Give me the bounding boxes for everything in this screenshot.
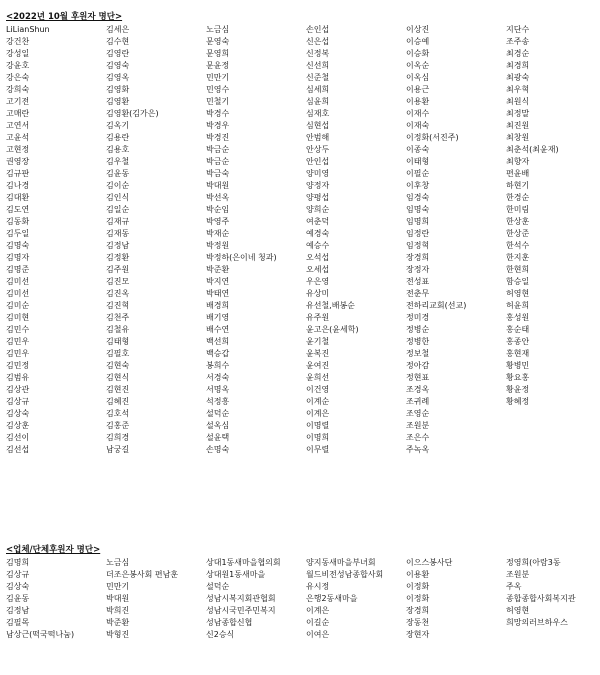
- donor-name-cell: 이계은: [306, 606, 330, 615]
- donor-name-cell: 김우철: [106, 157, 130, 166]
- donor-name-cell: 이용환: [406, 570, 430, 579]
- donor-name-cell: 김상규: [6, 397, 30, 406]
- donor-name-cell: 윤기철: [306, 337, 330, 346]
- donor-name-cell: 강건찬: [6, 37, 30, 46]
- donor-name-cell: 황요홍: [506, 373, 530, 382]
- donor-name-cell: 정아감: [406, 361, 430, 370]
- donor-name-cell: 주녹옥: [406, 445, 430, 454]
- donor-name-cell: 박경수: [206, 109, 230, 118]
- donor-name-cell: 최정말: [506, 109, 530, 118]
- donor-name-cell: 손인섭: [306, 25, 330, 34]
- donor-name-cell: 허영현: [506, 606, 530, 615]
- donor-name-cell: 종합종합사회복지관: [506, 594, 576, 603]
- donor-name-cell: 김상훈: [6, 421, 30, 430]
- donor-name-cell: 김미현: [6, 313, 30, 322]
- donor-name-cell: 조은수: [406, 433, 430, 442]
- donor-name-cell: 황혜정: [506, 397, 530, 406]
- donor-name-cell: 강희숙: [6, 85, 30, 94]
- donor-name-cell: 심재호: [306, 109, 330, 118]
- donor-name-cell: 심현섭: [306, 121, 330, 130]
- donor-name-cell: 문윤정: [206, 61, 230, 70]
- donor-name-cell: 김재동: [106, 229, 130, 238]
- donor-name-cell: 한지훈: [506, 253, 530, 262]
- donor-name-cell: 신준철: [306, 73, 330, 82]
- donor-name-cell: 이상진: [406, 25, 430, 34]
- donor-name-cell: 홍종안: [506, 337, 530, 346]
- donor-name-cell: 이태형: [406, 157, 430, 166]
- donor-name-cell: 김민정: [6, 361, 30, 370]
- donor-name-cell: 이여은: [306, 630, 330, 639]
- donor-name-cell: 박준환: [206, 265, 230, 274]
- donor-name-cell: 윤고은(윤세학): [306, 325, 359, 334]
- donor-name-cell: 조주송: [506, 37, 530, 46]
- donor-name-cell: 김용란: [106, 133, 130, 142]
- donor-name-cell: 박재순: [206, 229, 230, 238]
- donor-name-cell: 김선섭: [6, 445, 30, 454]
- donor-name-cell: 박금순: [206, 145, 230, 154]
- donor-name-cell: [506, 629, 600, 641]
- donor-name-cell: 예승수: [306, 241, 330, 250]
- donor-name-cell: 김동화: [6, 217, 30, 226]
- donor-name-cell: 김재규: [106, 217, 130, 226]
- donor-name-cell: 이용환: [406, 97, 430, 106]
- donor-name-cell: [506, 408, 600, 420]
- donor-name-cell: 김범유: [6, 373, 30, 382]
- donor-name-cell: 김희경: [106, 433, 130, 442]
- donor-name-cell: 최진원: [506, 121, 530, 130]
- donor-name-cell: 유주원: [306, 313, 330, 322]
- donor-name-cell: 이옥심: [406, 73, 430, 82]
- donor-name-cell: 강성일: [6, 49, 30, 58]
- donor-name-cell: 박형진: [106, 630, 130, 639]
- donor-name-cell: 김명자: [6, 253, 30, 262]
- donor-name-cell: 임명숙: [406, 205, 430, 214]
- donor-name-cell: 양희순: [306, 205, 330, 214]
- donor-name-cell: 윤여진: [306, 361, 330, 370]
- donor-name-cell: 박정원: [206, 241, 230, 250]
- donor-name-cell: 신은섭: [306, 37, 330, 46]
- donor-name-cell: 최춘석(최윤재): [506, 145, 559, 154]
- donor-name-cell: 허윤희: [506, 301, 530, 310]
- donor-name-cell: 한현희: [506, 265, 530, 274]
- donor-name-cell: 박경진: [206, 133, 230, 142]
- donor-name-cell: 더조은봉사회 편남훈: [106, 570, 179, 579]
- donor-name-cell: 조귀례: [406, 397, 430, 406]
- donor-name-cell: 봉희수: [206, 361, 230, 370]
- donor-name-cell: 백승갑: [206, 349, 230, 358]
- donor-name-cell: 김미선: [6, 289, 30, 298]
- donor-name-cell: 김영화: [106, 85, 130, 94]
- donor-name-cell: 윤희선: [306, 373, 330, 382]
- donor-name-cell: 이후창: [406, 181, 430, 190]
- donor-name-cell: 김민우: [6, 337, 30, 346]
- donor-name-cell: 이으스봉사단: [406, 558, 453, 567]
- donor-name-cell: 김미순: [6, 301, 30, 310]
- donor-name-cell: 강은숙: [6, 73, 30, 82]
- donor-name-cell: 김도연: [6, 205, 30, 214]
- donor-name-cell: 김명준: [6, 265, 30, 274]
- donor-name-cell: 김영숙: [106, 61, 130, 70]
- donor-name-cell: LiLianShun: [6, 25, 50, 34]
- donor-name-cell: 이재수: [406, 109, 430, 118]
- donor-name-cell: 이승화: [406, 49, 430, 58]
- donor-name-cell: 고현정: [6, 145, 30, 154]
- donor-name-cell: 양미영: [306, 169, 330, 178]
- donor-name-cell: 김태형: [106, 337, 130, 346]
- donor-name-cell: 박선옥: [206, 193, 230, 202]
- donor-name-cell: 김영환: [106, 97, 130, 106]
- donor-name-cell: 김영란: [106, 49, 130, 58]
- donor-name-cell: 석정흥: [206, 397, 230, 406]
- donor-name-cell: 전춘무: [406, 289, 430, 298]
- donor-name-cell: 박금순: [206, 157, 230, 166]
- donor-name-cell: 김호석: [106, 409, 130, 418]
- donor-name-cell: 김규판: [6, 169, 30, 178]
- donor-name-cell: 고윤석: [6, 133, 30, 142]
- donor-name-cell: 김혜진: [106, 397, 130, 406]
- organization-donor-list-title: <업체/단체후원자 명단>: [6, 545, 101, 555]
- donor-name-cell: 이길순: [306, 618, 330, 627]
- donor-name-cell: 허영현: [506, 289, 530, 298]
- donor-name-cell: 김상관: [6, 385, 30, 394]
- donor-name-cell: 김대환: [6, 193, 30, 202]
- donor-name-cell: 김정남: [106, 241, 130, 250]
- donor-name-cell: 유선철,배봉순: [306, 301, 355, 310]
- donor-name-cell: 조영순: [406, 409, 430, 418]
- donor-name-cell: 홍순태: [506, 325, 530, 334]
- donor-name-cell: 최경희: [506, 61, 530, 70]
- donor-name-cell: 김주원: [106, 265, 130, 274]
- donor-name-cell: 하현기: [506, 181, 530, 190]
- donor-name-cell: 김영옥: [106, 73, 130, 82]
- donor-name-cell: 배경희: [206, 301, 230, 310]
- donor-name-cell: 신2승식: [206, 630, 235, 639]
- donor-name-cell: 월드비전성남종합사회: [306, 570, 384, 579]
- donor-name-cell: 한경순: [506, 193, 530, 202]
- donor-name-cell: 신선희: [306, 61, 330, 70]
- donor-name-cell: 김필호: [106, 349, 130, 358]
- donor-name-cell: 희망의러브하우스: [506, 618, 568, 627]
- donor-name-cell: 이정화(서진주): [406, 133, 459, 142]
- donor-name-cell: 박영주: [206, 217, 230, 226]
- donor-name-cell: 김용호: [106, 145, 130, 154]
- donor-name-cell: 손명숙: [206, 445, 230, 454]
- donor-name-cell: 황윤정: [506, 385, 530, 394]
- donor-name-cell: 안상두: [306, 145, 330, 154]
- donor-name-cell: 한상준: [506, 229, 530, 238]
- donor-name-cell: 고연서: [6, 121, 30, 130]
- donor-name-cell: 최향자: [506, 157, 530, 166]
- donor-name-cell: 유상미: [306, 289, 330, 298]
- donor-name-cell: 황병민: [506, 361, 530, 370]
- donor-name-cell: 김영환(김가은): [106, 109, 159, 118]
- donor-name-cell: 설옥심: [206, 421, 230, 430]
- donor-name-cell: 김인식: [106, 193, 130, 202]
- donor-name-cell: 전성표: [406, 277, 430, 286]
- donor-name-cell: 예경숙: [306, 229, 330, 238]
- donor-name-cell: 임정혁: [406, 241, 430, 250]
- donor-name-cell: 김나경: [6, 181, 30, 190]
- donor-name-cell: 박대원: [206, 181, 230, 190]
- donor-name-cell: [506, 420, 600, 432]
- donor-name-cell: 정영희(아람3동: [506, 558, 561, 567]
- donor-name-cell: 최창원: [506, 133, 530, 142]
- donor-name-cell: 민철기: [206, 97, 230, 106]
- donor-name-cell: 이정화: [406, 594, 430, 603]
- donor-name-cell: 양평섭: [306, 193, 330, 202]
- donor-name-cell: 김진혁: [106, 301, 130, 310]
- donor-name-cell: 김진모: [106, 277, 130, 286]
- donor-name-cell: 김명희: [6, 558, 30, 567]
- donor-name-cell: 이필순: [406, 169, 430, 178]
- donor-name-cell: 김민수: [6, 325, 30, 334]
- donor-name-cell: 김상숙: [6, 409, 30, 418]
- donor-name-cell: 김천주: [106, 313, 130, 322]
- donor-name-cell: 안범해: [306, 133, 330, 142]
- donor-name-cell: 김윤동: [6, 594, 30, 603]
- donor-name-cell: 김옥기: [106, 121, 130, 130]
- donor-name-cell: 김세은: [106, 25, 130, 34]
- donor-name-cell: 백선희: [206, 337, 230, 346]
- donor-name-cell: 김미선: [6, 277, 30, 286]
- donor-list-table: [6, 24, 600, 456]
- donor-name-cell: 임정란: [406, 229, 430, 238]
- donor-name-cell: 한상훈: [506, 217, 530, 226]
- donor-name-cell: 남상근(떡국떡나눔): [6, 630, 75, 639]
- donor-name-cell: 한미림: [506, 205, 530, 214]
- donor-name-cell: 김필목: [6, 618, 30, 627]
- donor-name-cell: 김선이: [6, 433, 30, 442]
- donor-name-cell: 김수현: [106, 37, 130, 46]
- donor-name-cell: 여춘덕: [306, 217, 330, 226]
- donor-name-cell: 김홍준: [106, 421, 130, 430]
- donor-name-cell: 우은영: [306, 277, 330, 286]
- donor-name-cell: 정병한: [406, 337, 430, 346]
- donor-name-cell: 박금숙: [206, 169, 230, 178]
- donor-name-cell: 이명렬: [306, 421, 330, 430]
- donor-name-cell: 김윤동: [106, 169, 130, 178]
- donor-name-cell: 박희진: [106, 606, 130, 615]
- donor-name-cell: 최원식: [506, 97, 530, 106]
- donor-name-cell: 조원분: [506, 570, 530, 579]
- donor-name-cell: 임경숙: [406, 193, 430, 202]
- donor-name-cell: 김명숙: [6, 241, 30, 250]
- donor-name-cell: 최경순: [506, 49, 530, 58]
- donor-name-cell: 최광숙: [506, 73, 530, 82]
- donor-name-cell: 전하리교회(선교): [406, 301, 467, 310]
- donor-name-cell: 편윤배: [506, 169, 530, 178]
- donor-name-cell: 은행2동새마을: [306, 594, 358, 603]
- donor-name-cell: 설덕순: [206, 409, 230, 418]
- donor-name-cell: 정병순: [406, 325, 430, 334]
- donor-name-cell: 배기영: [206, 313, 230, 322]
- donor-name-cell: 상대1동새마을협의회: [206, 558, 281, 567]
- donor-name-cell: 조원분: [406, 421, 430, 430]
- organization-donor-list-table: [6, 557, 600, 641]
- donor-name-cell: 권영장: [6, 157, 30, 166]
- donor-name-cell: 이종숙: [406, 145, 430, 154]
- donor-name-cell: 신정복: [306, 49, 330, 58]
- donor-name-cell: 지단수: [506, 25, 530, 34]
- donor-name-cell: 임명희: [406, 217, 430, 226]
- donor-name-cell: 장현자: [406, 630, 430, 639]
- donor-name-cell: 박준환: [106, 618, 130, 627]
- donor-name-cell: 김현진: [106, 385, 130, 394]
- donor-name-cell: 김민우: [6, 349, 30, 358]
- donor-name-cell: [506, 432, 600, 444]
- donor-name-cell: 강윤호: [6, 61, 30, 70]
- donor-name-cell: 이계순: [306, 397, 330, 406]
- donor-name-cell: 배수연: [206, 325, 230, 334]
- donor-name-cell: 민영수: [206, 85, 230, 94]
- donor-name-cell: 홍현재: [506, 349, 530, 358]
- donor-name-cell: 안인섭: [306, 157, 330, 166]
- donor-name-cell: 박지연: [206, 277, 230, 286]
- donor-name-cell: 상대원1동새마을: [206, 570, 266, 579]
- donor-name-cell: 양지동새마을부녀회: [306, 558, 376, 567]
- donor-name-cell: 고매란: [6, 109, 30, 118]
- donor-name-cell: 김이순: [106, 181, 130, 190]
- donor-name-cell: 유시정: [306, 582, 330, 591]
- donor-name-cell: 성남종합신협: [206, 618, 253, 627]
- donor-name-cell: 이정화: [406, 582, 430, 591]
- donor-name-cell: 주옥: [506, 582, 522, 591]
- donor-name-cell: 고기전: [6, 97, 30, 106]
- donor-name-cell: 장정자: [406, 265, 430, 274]
- donor-name-cell: 김현숙: [106, 361, 130, 370]
- donor-name-cell: 윤복진: [306, 349, 330, 358]
- donor-name-cell: 김진옥: [106, 289, 130, 298]
- donor-name-cell: 박대원: [106, 594, 130, 603]
- donor-name-cell: 장경희: [406, 606, 430, 615]
- donor-name-cell: 장경희: [406, 253, 430, 262]
- donor-name-cell: 정보철: [406, 349, 430, 358]
- donor-name-cell: 심윤희: [306, 97, 330, 106]
- donor-name-cell: 이승예: [406, 37, 430, 46]
- donor-name-cell: 민만기: [206, 73, 230, 82]
- donor-name-cell: 심세희: [306, 85, 330, 94]
- donor-name-cell: 이옥순: [406, 61, 430, 70]
- donor-name-cell: 김정남: [6, 606, 30, 615]
- donor-name-cell: 김상규: [6, 570, 30, 579]
- donor-name-cell: 최우혁: [506, 85, 530, 94]
- donor-name-cell: 이용근: [406, 85, 430, 94]
- donor-name-cell: 박경우: [206, 121, 230, 130]
- donor-name-cell: 박태연: [206, 289, 230, 298]
- donor-name-cell: 문영희: [206, 49, 230, 58]
- donor-name-cell: 김일순: [106, 205, 130, 214]
- donor-name-cell: 이건영: [306, 385, 330, 394]
- donor-name-cell: 설윤택: [206, 433, 230, 442]
- donor-name-cell: 성남시국민주민복지: [206, 606, 276, 615]
- donor-name-cell: 노금심: [206, 25, 230, 34]
- donor-name-cell: 이재숙: [406, 121, 430, 130]
- donor-name-cell: [506, 444, 600, 456]
- donor-name-cell: 함승일: [506, 277, 530, 286]
- donor-name-cell: 문영숙: [206, 37, 230, 46]
- donor-name-cell: 양정자: [306, 181, 330, 190]
- donor-name-cell: 김철유: [106, 325, 130, 334]
- donor-name-cell: 김정환: [106, 253, 130, 262]
- donor-name-cell: 김현식: [106, 373, 130, 382]
- donor-name-cell: 서경숙: [206, 373, 230, 382]
- donor-name-cell: 서명옥: [206, 385, 230, 394]
- donor-name-cell: 홍성원: [506, 313, 530, 322]
- donor-name-cell: 이무렬: [306, 445, 330, 454]
- donor-name-cell: 이명희: [306, 433, 330, 442]
- donor-name-cell: 성남시복지회관협회: [206, 594, 276, 603]
- donor-name-cell: 조경옥: [406, 385, 430, 394]
- donor-name-cell: 정미경: [406, 313, 430, 322]
- donor-name-cell: 설덕순: [206, 582, 230, 591]
- donor-name-cell: 김상숙: [6, 582, 30, 591]
- donor-name-cell: 김두일: [6, 229, 30, 238]
- donor-name-cell: 남궁길: [106, 445, 130, 454]
- donor-name-cell: 오세섭: [306, 265, 330, 274]
- donor-name-cell: 정현표: [406, 373, 430, 382]
- donor-name-cell: 민만기: [106, 582, 130, 591]
- donor-name-cell: 박정하(은이네 청과): [206, 253, 277, 262]
- donor-name-cell: 이계은: [306, 409, 330, 418]
- donor-name-cell: 박순임: [206, 205, 230, 214]
- donor-name-cell: 노금심: [106, 558, 130, 567]
- donor-name-cell: 한석수: [506, 241, 530, 250]
- donor-list-title: <2022년 10월 후원자 명단>: [6, 12, 123, 22]
- donor-name-cell: 오석섭: [306, 253, 330, 262]
- donor-name-cell: 장동천: [406, 618, 430, 627]
